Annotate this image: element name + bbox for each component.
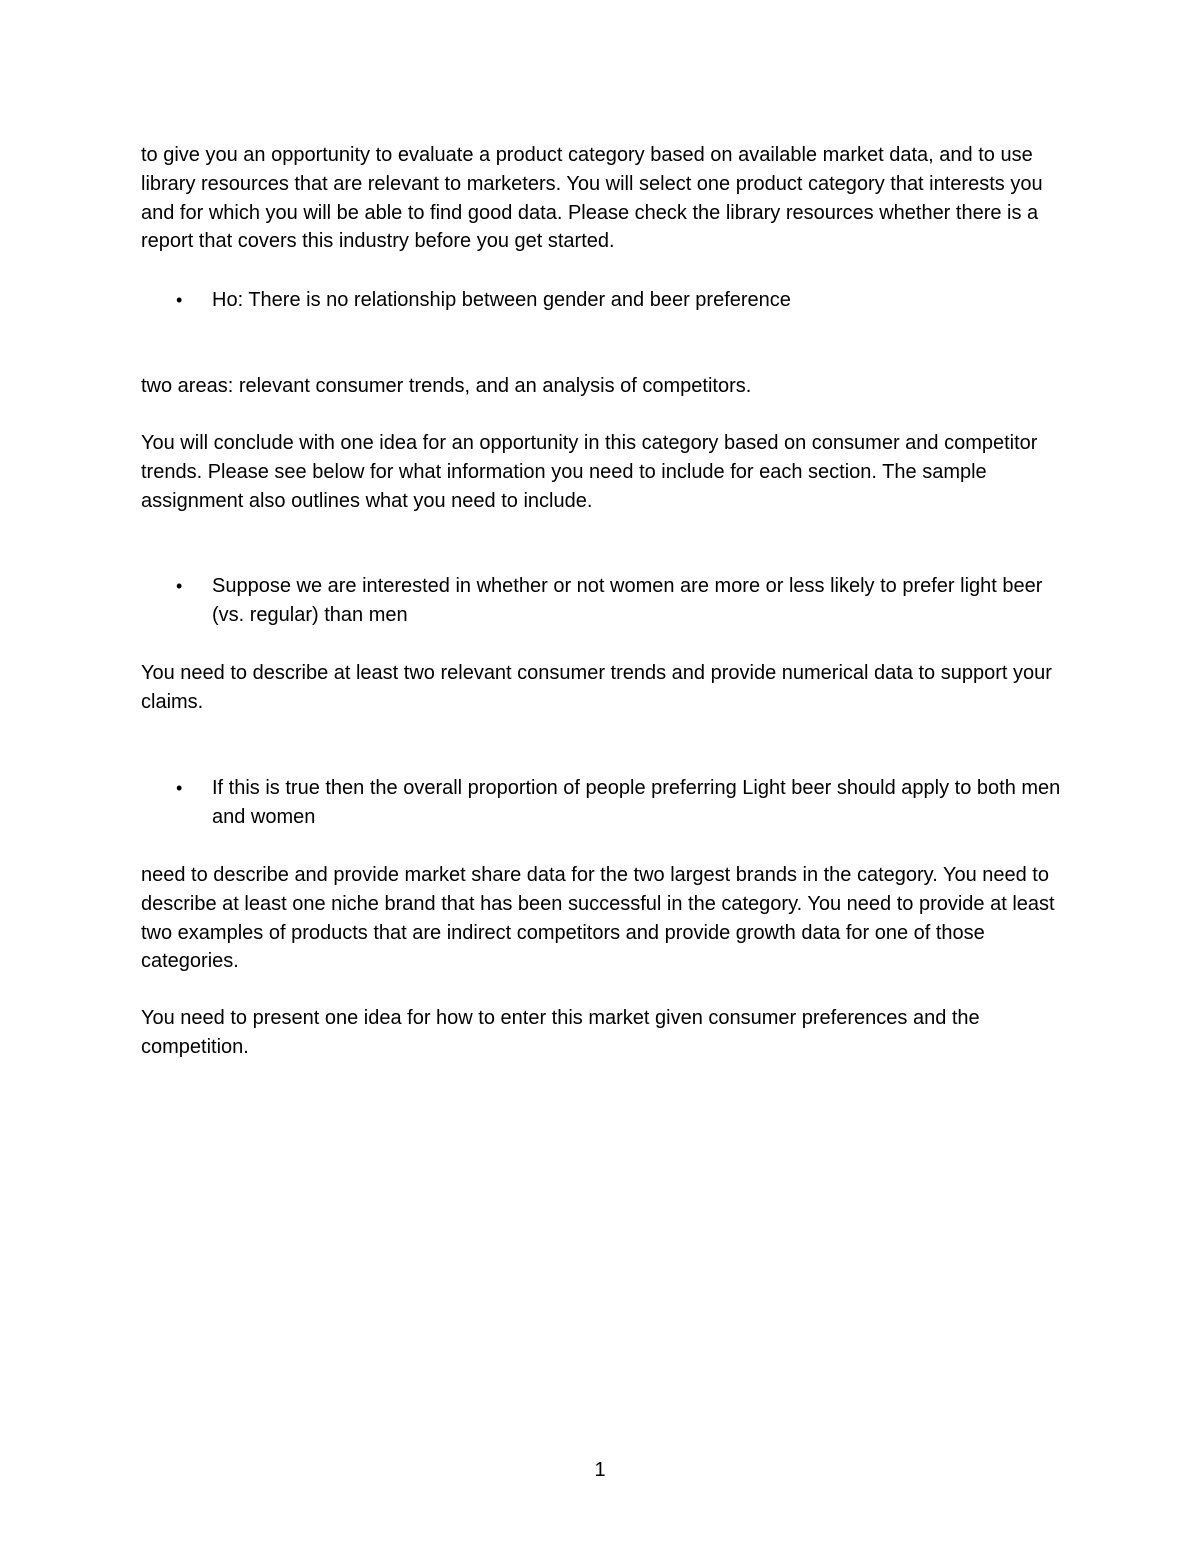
bullet-text: If this is true then the overall proportion of people preferring Light beer should apply to both men and women [212,777,1061,828]
bullet-icon: • [176,576,183,596]
bullet-text: Suppose we are interested in whether or not women are more or less likely to prefer light beer (vs. regular) than men [212,575,1043,626]
bullet-text: Ho: There is no relationship between gender and beer preference [212,289,791,311]
page-number: 1 [594,1459,606,1481]
paragraph-idea: You need to present one idea for how to enter this market given consumer preferences and the competition. [141,1007,980,1058]
paragraph-conclusion: You will conclude with one idea for an opportunity in this category based on consumer and competitor trends. Please see below for what information you need to include for each section. The sample assignment also outlines what you need to include. [141,432,1038,512]
paragraph-consumer-trends: You need to describe at least two relevant consumer trends and provide numerical data to support your claims. [141,662,1052,713]
paragraph-intro: to give you an opportunity to evaluate a product category based on available market data, and to use library resources that are relevant to marketers. You will select one product category that interests you and for which you will be able to find good data. Please check the library resources whether there is a report that covers this industry before you get started. [141,144,1043,253]
paragraph-market-share: need to describe and provide market share data for the two largest brands in the category. You need to describe at least one niche brand that has been successful in the category. You need to provide at least two examples of products that are indirect competitors and provide growth data for one of those categories. [141,864,1055,973]
bullet-icon: • [176,778,183,798]
bullet-icon: • [176,290,183,310]
paragraph-two-areas: two areas: relevant consumer trends, and an analysis of competitors. [141,375,752,397]
